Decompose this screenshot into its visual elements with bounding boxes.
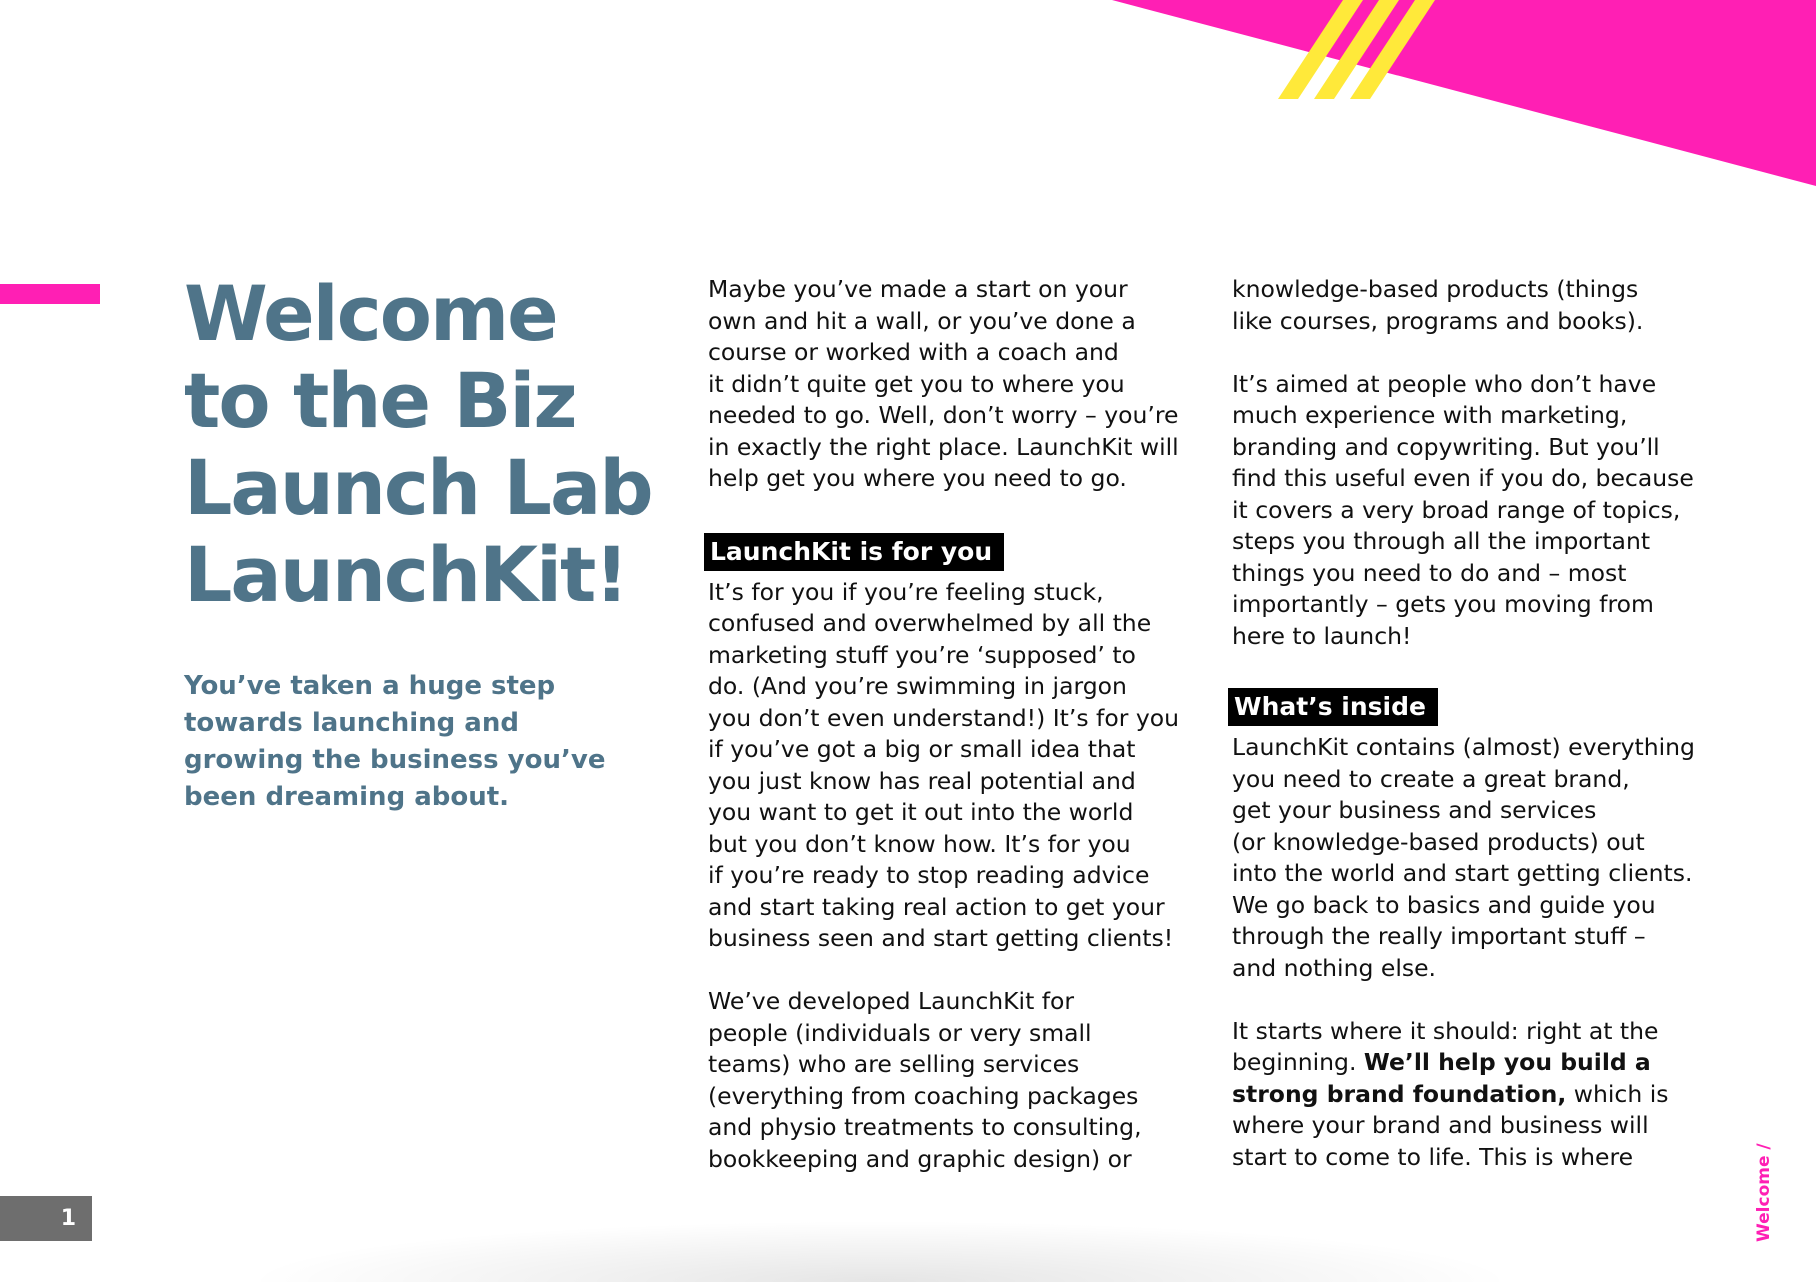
bold-emphasis: strong brand foundation, <box>1232 1079 1567 1108</box>
text-line: do. (And you’re swimming in jargon <box>708 672 1127 700</box>
title-line: Launch Lab <box>184 443 652 532</box>
text-line: We’ve developed LaunchKit for <box>708 987 1075 1015</box>
text-line: you just know has real potential and <box>708 766 1136 795</box>
text-line: help get you where you need to go. <box>708 464 1127 492</box>
body-column-middle <box>708 274 1188 1175</box>
text-line: and start taking real action to get your <box>708 892 1165 921</box>
text-line: it covers a very broad range of topics, <box>1232 495 1681 524</box>
pink-accent-bar <box>0 284 100 304</box>
for-you-paragraph <box>708 577 1188 955</box>
subtitle-line: growing the business you’ve <box>184 745 606 775</box>
bold-emphasis: We’ll help you build a <box>1363 1048 1651 1076</box>
pink-triangle-shape <box>1112 0 1816 186</box>
text-line: find this useful even if you do, because <box>1232 464 1694 492</box>
text-line: like courses, programs and books). <box>1232 306 1644 335</box>
text-line: where your brand and business will <box>1232 1111 1649 1139</box>
page-number-box <box>0 1196 92 1241</box>
text-line: you need to create a great brand, <box>1232 764 1630 793</box>
text-line: through the really important stuff – <box>1232 922 1646 950</box>
title-line: LaunchKit! <box>184 530 628 619</box>
text-line: own and hit a wall, or you’ve done a <box>708 306 1136 335</box>
text-line: you don’t even understand!) It’s for you <box>708 703 1180 732</box>
intro-paragraph <box>708 274 1188 495</box>
text-line: knowledge-based products (things <box>1232 275 1639 303</box>
text-line: steps you through all the important <box>1232 527 1651 555</box>
text-line: start to come to life. This is where <box>1232 1142 1634 1171</box>
text-line: people (individuals or very small <box>708 1018 1092 1047</box>
text-line: Maybe you’ve made a start on your <box>708 275 1128 303</box>
whats-inside-paragraph <box>1232 732 1712 984</box>
text-line: it didn’t quite get you to where you <box>708 369 1125 398</box>
yellow-stripe <box>1350 0 1435 99</box>
section-heading-launchkit-for-you: LaunchKit is for you <box>704 533 1004 571</box>
text-line: (everything from coaching packages <box>708 1081 1139 1110</box>
page-shadow <box>260 1222 1500 1282</box>
text-span: which is <box>1566 1079 1669 1108</box>
text-line: and nothing else. <box>1232 953 1437 982</box>
starts-paragraph <box>1232 1016 1712 1174</box>
text-line: business seen and start getting clients! <box>708 924 1174 952</box>
text-line: LaunchKit contains (almost) everything <box>1232 733 1695 761</box>
text-line: confused and overwhelmed by all the <box>708 609 1152 637</box>
text-line: needed to go. Well, don’t worry – you’re <box>708 401 1179 429</box>
text-line: things you need to do and – most <box>1232 558 1627 587</box>
text-span: beginning. <box>1232 1048 1364 1076</box>
text-line: We go back to basics and guide you <box>1232 890 1656 919</box>
text-line: here to launch! <box>1232 621 1412 650</box>
text-line: (or knowledge-based products) out <box>1232 827 1645 856</box>
text-line: and physio treatments to consulting, <box>708 1113 1142 1141</box>
yellow-stripe <box>1278 0 1363 99</box>
subtitle-line: You’ve taken a huge step <box>184 671 556 701</box>
intro-subtitle <box>184 668 624 816</box>
subtitle-line: been dreaming about. <box>184 782 510 812</box>
text-line <box>1232 1047 1712 1079</box>
page-title <box>184 270 664 618</box>
text-line: marketing stuff you’re ‘supposed’ to <box>708 640 1136 669</box>
title-line: Welcome <box>184 269 557 358</box>
text-line: importantly – gets you moving from <box>1232 590 1654 618</box>
text-line: into the world and start getting clients. <box>1232 859 1693 887</box>
text-line: in exactly the right place. LaunchKit will <box>708 432 1179 461</box>
text-line: you want to get it out into the world <box>708 798 1134 826</box>
text-line: It’s aimed at people who don’t have <box>1232 369 1657 398</box>
subtitle-line: towards launching and <box>184 708 519 738</box>
body-column-right <box>1232 274 1712 1173</box>
section-heading-whats-inside: What’s inside <box>1228 688 1438 726</box>
text-line: much experience with marketing, <box>1232 401 1628 429</box>
text-line: It starts where it should: right at the <box>1232 1016 1659 1045</box>
text-line: but you don’t know how. It’s for you <box>708 829 1131 858</box>
text-line: branding and copywriting. But you’ll <box>1232 432 1660 461</box>
title-line: to the Biz <box>184 356 576 445</box>
text-line: if you’ve got a big or small idea that <box>708 735 1136 763</box>
aimed-at-paragraph <box>1232 369 1712 653</box>
section-tab-label: Welcome / <box>1754 1143 1774 1242</box>
decorative-pink-band <box>0 0 1816 200</box>
text-line <box>1232 1079 1712 1111</box>
text-line: if you’re ready to stop reading advice <box>708 861 1150 889</box>
yellow-stripe <box>1314 0 1399 99</box>
developed-paragraph <box>708 986 1188 1175</box>
continued-paragraph <box>1232 274 1712 337</box>
text-line: bookkeeping and graphic design) or <box>708 1144 1132 1173</box>
page-number: 1 <box>60 1206 76 1231</box>
text-line: course or worked with a coach and <box>708 338 1119 366</box>
text-line: It’s for you if you’re feeling stuck, <box>708 577 1104 606</box>
text-line: get your business and services <box>1232 796 1597 824</box>
text-line: teams) who are selling services <box>708 1050 1080 1078</box>
